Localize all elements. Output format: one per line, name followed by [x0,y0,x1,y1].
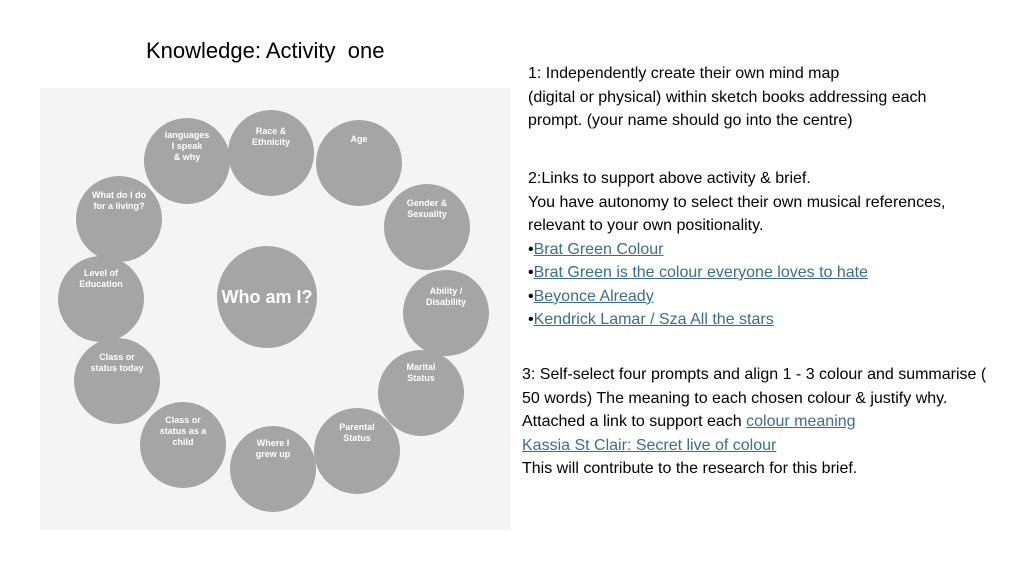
node-class-as-child: Class or status as a child [140,402,226,488]
step-3-section [522,363,1002,481]
mind-map-center-node [217,246,317,348]
node-parental-status: Parental Status [314,408,400,494]
node-ability-disability: Ability / Disability [403,270,489,356]
node-marital-status: Marital Status [378,350,464,436]
step-2-section [528,167,998,332]
page-title: Knowledge: Activity one [146,38,385,63]
step-2-text: You have autonomy to select their own musical references, relevant to your own positionality. [528,193,946,234]
step-1-text: 1: Independently create their own mind map (digital or physical) within sketch books addressing each prompt. (your name should go into the centre) [528,65,927,129]
node-race-ethnicity: Race & Ethnicity [228,110,314,196]
link-item: •Brat Green Colour [528,240,664,258]
node-gender-sexuality: Gender & Sexuality [384,184,470,270]
link-kendrick-lamar-sza[interactable]: Kendrick Lamar / Sza All the stars [533,311,774,328]
node-age: Age [316,120,402,206]
link-item: •Brat Green is the colour everyone loves to hate [528,264,869,281]
link-brat-green-colour[interactable]: Brat Green Colour [533,240,664,258]
link-item: •Kendrick Lamar / Sza All the stars [528,311,774,328]
node-where-i-grew-up: Where I grew up [230,426,316,512]
node-level-of-education: Level of Education [58,256,144,342]
link-beyonce-already[interactable]: Beyonce Already [533,287,654,305]
step-3-text: 3: Self-select four prompts and align 1 - 3 colour and summarise ( 50 words) The meaning to each chosen colour & justify why. Attached a link to support each colour meaning [522,366,987,430]
step-2-heading: 2:Links to support above activity & brief. [528,170,811,187]
node-what-do-i-do: What do I do for a living? [76,176,162,262]
step-3-footer: This will contribute to the research for this brief. [522,460,858,477]
link-kassia-st-clair[interactable]: Kassia St Clair: Secret live of colour [522,436,777,454]
node-class-today: Class or status today [74,338,160,424]
node-languages: languages I speak & why [144,118,230,204]
link-brat-green-hate[interactable]: Brat Green is the colour everyone loves to hate [533,264,869,281]
link-colour-meaning[interactable]: colour meaning [746,413,856,430]
link-item: •Beyonce Already [528,287,654,305]
mind-map-diagram [40,88,510,530]
center-label: Who am I? [221,287,313,307]
